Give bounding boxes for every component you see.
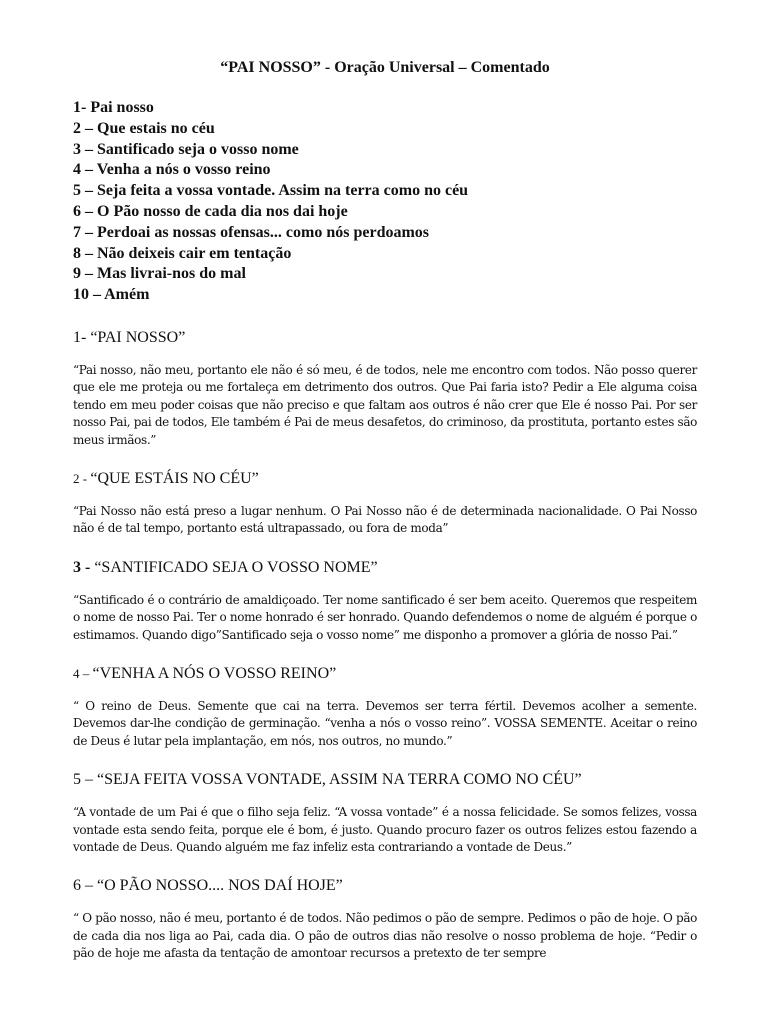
prayer-line: 4 – Venha a nós o vosso reino	[73, 161, 271, 179]
section-number: 6 –	[73, 877, 97, 895]
section-heading	[73, 328, 697, 348]
section-title: “SEJA FEITA VOSSA VONTADE, ASSIM NA TERRA COMO NO CÉU”	[97, 771, 582, 789]
section-body: “Pai Nosso não está preso a lugar nenhum. O Pai Nosso não é de determinada nacionalidade. O Pai Nosso não é de tal tempo, portanto está ultrapassado, ou fora de moda”	[73, 504, 697, 536]
prayer-line: 8 – Não deixeis cair em tentação	[73, 244, 292, 262]
section-body: “Pai nosso, não meu, portanto ele não é só meu, é de todos, nele me encontro com todos. Não posso querer que ele me proteja ou me fortaleça em detrimento dos outros. Que Pai faria isto? Pedir a Ele alguma coisa tendo em meu poder coisas que não preciso e que faltam aos outros é não crer que Ele é nosso Pai. Por ser nosso Pai, pai de todos, Ele também é Pai de meus desafetos, do criminoso, da prostituta, portanto estes são meus irmãos.”	[73, 362, 697, 447]
section-1	[73, 328, 697, 449]
prayer-line: 1- Pai nosso	[73, 99, 154, 116]
section-number: 4 –	[73, 666, 93, 682]
section-body: “Santificado é o contrário de amaldiçoado. Ter nome santificado é ser bem aceito. Queremos que respeitem o nome de nosso Pai. Ter o nome honrado é ser honrado. Quando defendemos o nome de alguém é porque o estimamos. Quando digo”Santificado seja o vosso nome” me disponho a promover a glória de nosso Pai.”	[73, 592, 697, 642]
section-number: 5 –	[73, 771, 97, 789]
prayer-line: 7 – Perdoai as nossas ofensas... como nós perdoamos	[73, 223, 430, 241]
section-title: “O PÃO NOSSO.... NOS DAÍ HOJE”	[97, 877, 343, 895]
section-body: “ O pão nosso, não é meu, portanto é de todos. Não pedimos o pão de sempre. Pedimos o pão de hoje. O pão de cada dia nos liga ao Pai, cada dia. O pão de outros dias não resolve o nosso problema de hoje. “Pedir o pão de hoje me afasta da tentação de amontoar recursos a pretexto de ter sempre	[73, 911, 697, 961]
section-2	[73, 469, 697, 538]
prayer-line: 3 – Santificado seja o vosso nome	[73, 140, 299, 158]
prayer-line: 2 – Que estais no céu	[73, 119, 215, 137]
section-5	[73, 770, 697, 856]
section-6	[73, 876, 697, 962]
prayer-line: 10 – Amém	[73, 286, 150, 304]
section-heading	[73, 469, 697, 489]
section-title: “SANTIFICADO SEJA O VOSSO NOME”	[94, 558, 378, 576]
prayer-line: 9 – Mas livrai-nos do mal	[73, 265, 246, 283]
section-title: “PAI NOSSO”	[90, 328, 186, 346]
prayer-line: 5 – Seja feita a vossa vontade. Assim na terra como no céu	[73, 182, 469, 200]
section-number: 3 -	[73, 558, 95, 576]
section-heading	[73, 876, 697, 896]
section-body: “ O reino de Deus. Semente que cai na terra. Devemos ser terra fértil. Devemos acolher a semente. Devemos dar-lhe condição de germinação. “venha a nós o vosso reino”. VOSSA SEMENTE. Aceitar o reino de Deus é lutar pela implantação, em nós, nos outros, no mundo.”	[73, 699, 697, 748]
section-number: 1-	[73, 328, 91, 346]
prayer-line: 6 – O Pão nosso de cada dia nos dai hoje	[73, 202, 348, 220]
document-title: “PAI NOSSO” - Oração Universal – Comentado	[220, 59, 550, 76]
section-heading	[73, 664, 697, 684]
section-4	[73, 664, 697, 750]
section-heading	[73, 558, 697, 578]
section-title: “QUE ESTÁIS NO CÉU”	[90, 470, 259, 487]
section-body: “A vontade de um Pai é que o filho seja feliz. “A vossa vontade” é a nossa felicidade. Se somos felizes, vossa vontade esta sendo feita, porque ele é bom, é justo. Quando procuro fazer os outros felizes estou fazendo a vontade de Deus. Quando alguém me faz infeliz esta contrariando a vontade de Deus.”	[73, 805, 697, 855]
section-heading	[73, 770, 697, 790]
section-number: 2 -	[73, 471, 91, 486]
document-page	[73, 58, 697, 983]
prayer-lines-list	[73, 98, 697, 306]
section-title: “VENHA A NÓS O VOSSO REINO”	[92, 665, 337, 683]
section-3	[73, 558, 697, 644]
